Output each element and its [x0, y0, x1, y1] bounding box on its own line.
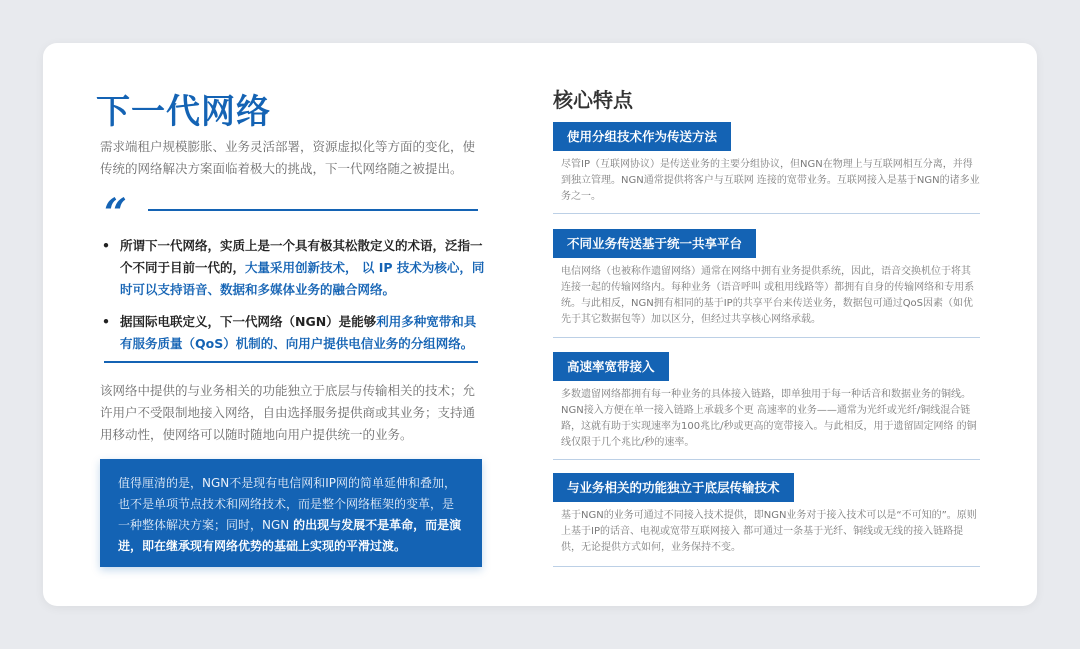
feature-tag: 使用分组技术作为传送方法 — [553, 122, 731, 151]
feature-divider — [553, 213, 980, 214]
bullet-icon: • — [102, 314, 110, 329]
feature-divider — [553, 566, 980, 567]
list-item — [100, 235, 486, 301]
list-item — [100, 311, 486, 355]
bullet-text: 所谓下一代网络，实质上是一个具有极其松散定义的术语，泛指一个不同于目前一代的， — [120, 238, 483, 275]
feature-description: 基于NGN的业务可通过不同接入技术提供，即NGN业务对于接入技术可以是“不可知的”。原则上基于IP的话音、电视或宽带互联网接入 都可通过一条基于光纤、铜线或无线的接入链路提供，无论提供方式如何，业务保持不变。 — [561, 510, 977, 553]
bullet-highlight: 利用多种宽带和具有服务质量（QoS）机制的、向用户提供电信业务的分组网络。 — [120, 314, 477, 351]
feature-item — [553, 229, 980, 328]
page-title: 下一代网络 — [96, 92, 271, 132]
feature-description: 多数遗留网络都拥有每一种业务的具体接入链路，即单独用于每一种话音和数据业务的铜线。NGN接入方便在单一接入链路上承载多个更 高速率的业务——通常为光纤或光纤/铜线混合链路，这就有助于实现速率为100兆比/秒或更高的宽带接入。与此相反，用于遗留固定网络 的铜线仅限于几个兆比/秒的速率。 — [561, 389, 977, 448]
feature-item — [553, 352, 980, 451]
bullet-text: 据国际电联定义，下一代网络（NGN）是能够 — [120, 314, 377, 329]
clarification-text: 值得厘清的是，NGN不是现有电信网和IP网的简单延伸和叠加，也不是单项节点技术和网络技术，而是整个网络框架的变革，是一种整体解决方案；同时，NGN — [118, 476, 457, 532]
clarification-emphasis: 的出现与发展不是革命，而是演进，即在继承现有网络优势的基础上实现的平滑过渡。 — [118, 518, 462, 553]
feature-description: 电信网络（也被称作遗留网络）通常在网络中拥有业务提供系统，因此，语音交换机位于将其连接一起的传输网络内。每种业务（语音呼叫 或租用线路等）都拥有自身的传输网络和专用系统。与此相反，NGN拥有相同的基于IP的共享平台来传送业务，数据包可通过QoS因素（如优先于其它数据包等）加以区分，但经过共享核心网络承载。 — [561, 266, 975, 325]
feature-tag: 不同业务传送基于统一共享平台 — [553, 229, 756, 258]
bullet-icon: • — [102, 238, 110, 253]
feature-item — [553, 122, 980, 205]
bullet-highlight: 大量采用创新技术， 以 IP 技术为核心，同时可以支持语音、数据和多媒体业务的融合网络。 — [120, 260, 485, 297]
divider-bottom — [104, 361, 478, 363]
intro-paragraph: 需求端租户规模膨胀、业务灵活部署，资源虚拟化等方面的变化，使传统的网络解决方案面临着极大的挑战，下一代网络随之被提出。 — [100, 139, 476, 176]
feature-divider — [553, 337, 980, 338]
feature-description: 尽管IP（互联网协议）是传送业务的主要分组协议，但NGN在物理上与互联网相互分离，并得到独立管理。NGN通常提供将客户与互联网 连接的宽带业务。互联网接入是基于NGN的诸多业务之一。 — [561, 159, 980, 202]
function-paragraph: 该网络中提供的与业务相关的功能独立于底层与传输相关的技术；允许用户不受限制地接入网络，自由选择服务提供商或其业务；支持通用移动性，使网络可以随时随地向用户提供统一的业务。 — [100, 383, 476, 442]
section-title: 核心特点 — [553, 88, 633, 112]
feature-tag: 高速率宽带接入 — [553, 352, 669, 381]
feature-divider — [553, 459, 980, 460]
divider-top — [148, 209, 478, 211]
feature-tag: 与业务相关的功能独立于底层传输技术 — [553, 473, 794, 502]
definition-list — [100, 235, 486, 365]
clarification-box — [100, 459, 482, 567]
feature-item — [553, 473, 980, 556]
quote-icon: “ — [104, 190, 128, 237]
